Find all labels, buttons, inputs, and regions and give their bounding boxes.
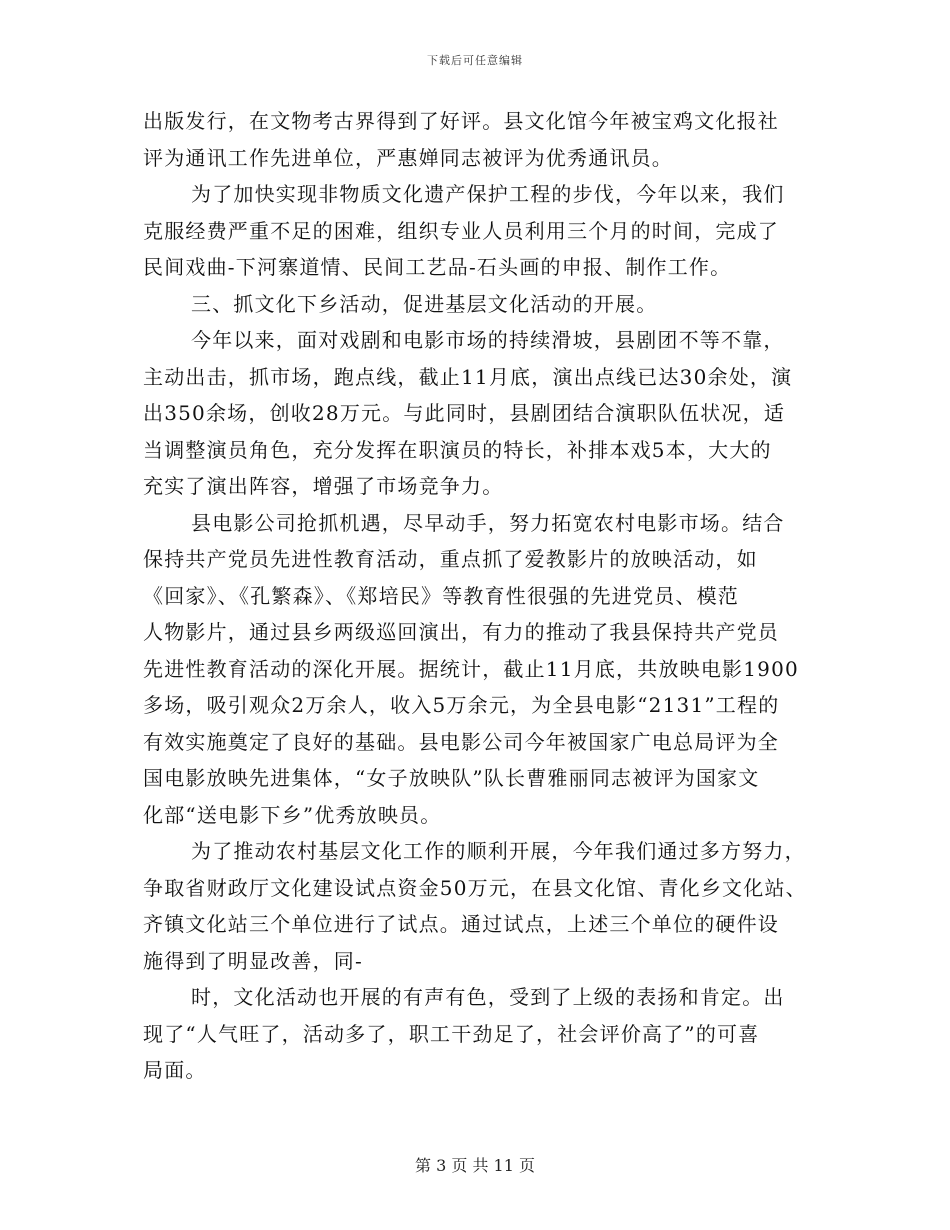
text-line: 今年以来，面对戏剧和电影市场的持续滑坡，县剧团不等不靠， [191, 328, 785, 352]
text-line: 齐镇文化站三个单位进行了试点。通过试点，上述三个单位的硬件设 [143, 912, 779, 936]
text-line: 国电影放映先进集体，“女子放映队”队长曹雅丽同志被评为国家文 [143, 766, 760, 790]
text-line: 为了推动农村基层文化工作的顺利开展，今年我们通过多方努力， [191, 839, 806, 863]
text-line: 化部“送电影下乡”优秀放映员。 [143, 802, 442, 827]
text-line: 保持共产党员先进性教育活动，重点抓了爱教影片的放映活动，如 [143, 547, 758, 571]
text-line: 先进性教育活动的深化开展。据统计，截止11月底，共放映电影1900 [143, 656, 799, 681]
text-line: 克服经费严重不足的困难，组织专业人员利用三个月的时间，完成了 [143, 218, 779, 243]
text-line: 当调整演员角色，充分发挥在职演员的特长，补排本戏5本，大大的 [143, 437, 772, 462]
text-line: 有效实施奠定了良好的基础。县电影公司今年被国家广电总局评为全 [143, 729, 779, 754]
document-body [143, 103, 807, 1089]
text-line: 县电影公司抢抓机遇，尽早动手，努力拓宽农村电影市场。结合 [191, 510, 785, 535]
text-line: 主动出击，抓市场，跑点线，截止11月底，演出点线已达30余处，演 [143, 364, 793, 389]
text-line: 人物影片，通过县乡两级巡回演出，有力的推动了我县保持共产党员 [143, 620, 779, 644]
text-line: 时，文化活动也开展的有声有色，受到了上级的表扬和肯定。出 [191, 985, 785, 1009]
text-line: 局面。 [143, 1058, 207, 1082]
text-line: 民间戏曲-下河寨道情、民间工艺品-石头画的申报、制作工作。 [143, 255, 732, 279]
page-footer [0, 1153, 950, 1176]
text-line: 《回家》、《孔繁森》、《郑培民》等教育性很强的先进党员、模范 [143, 583, 739, 608]
text-line: 多场，吸引观众2万余人，收入5万余元，为全县电影“2131”工程的 [143, 693, 780, 717]
text-line: 出版发行，在文物考古界得到了好评。县文化馆今年被宝鸡文化报社 [143, 109, 779, 133]
text-line: 争取省财政厅文化建设试点资金50万元，在县文化馆、青化乡文化站、 [143, 875, 807, 900]
text-line: 充实了演出阵容，增强了市场竞争力。 [143, 474, 504, 498]
text-line: 三、抓文化下乡活动，促进基层文化活动的开展。 [191, 291, 658, 316]
text-line: 施得到了明显改善，同- [143, 948, 363, 973]
text-line: 现了“人气旺了，活动多了，职工干劲足了，社会评价高了”的可喜 [143, 1021, 760, 1046]
page-number: 第 3 页 共 11 页 [415, 1156, 535, 1175]
text-line: 出350余场，创收28万元。与此同时，县剧团结合演职队伍状况，适 [143, 401, 786, 425]
page-header: 下载后可任意编辑 [427, 54, 523, 67]
text-line: 评为通讯工作先进单位，严惠婵同志被评为优秀通讯员。 [143, 145, 673, 170]
text-line: 为了加快实现非物质文化遗产保护工程的步伐，今年以来，我们 [191, 182, 785, 206]
